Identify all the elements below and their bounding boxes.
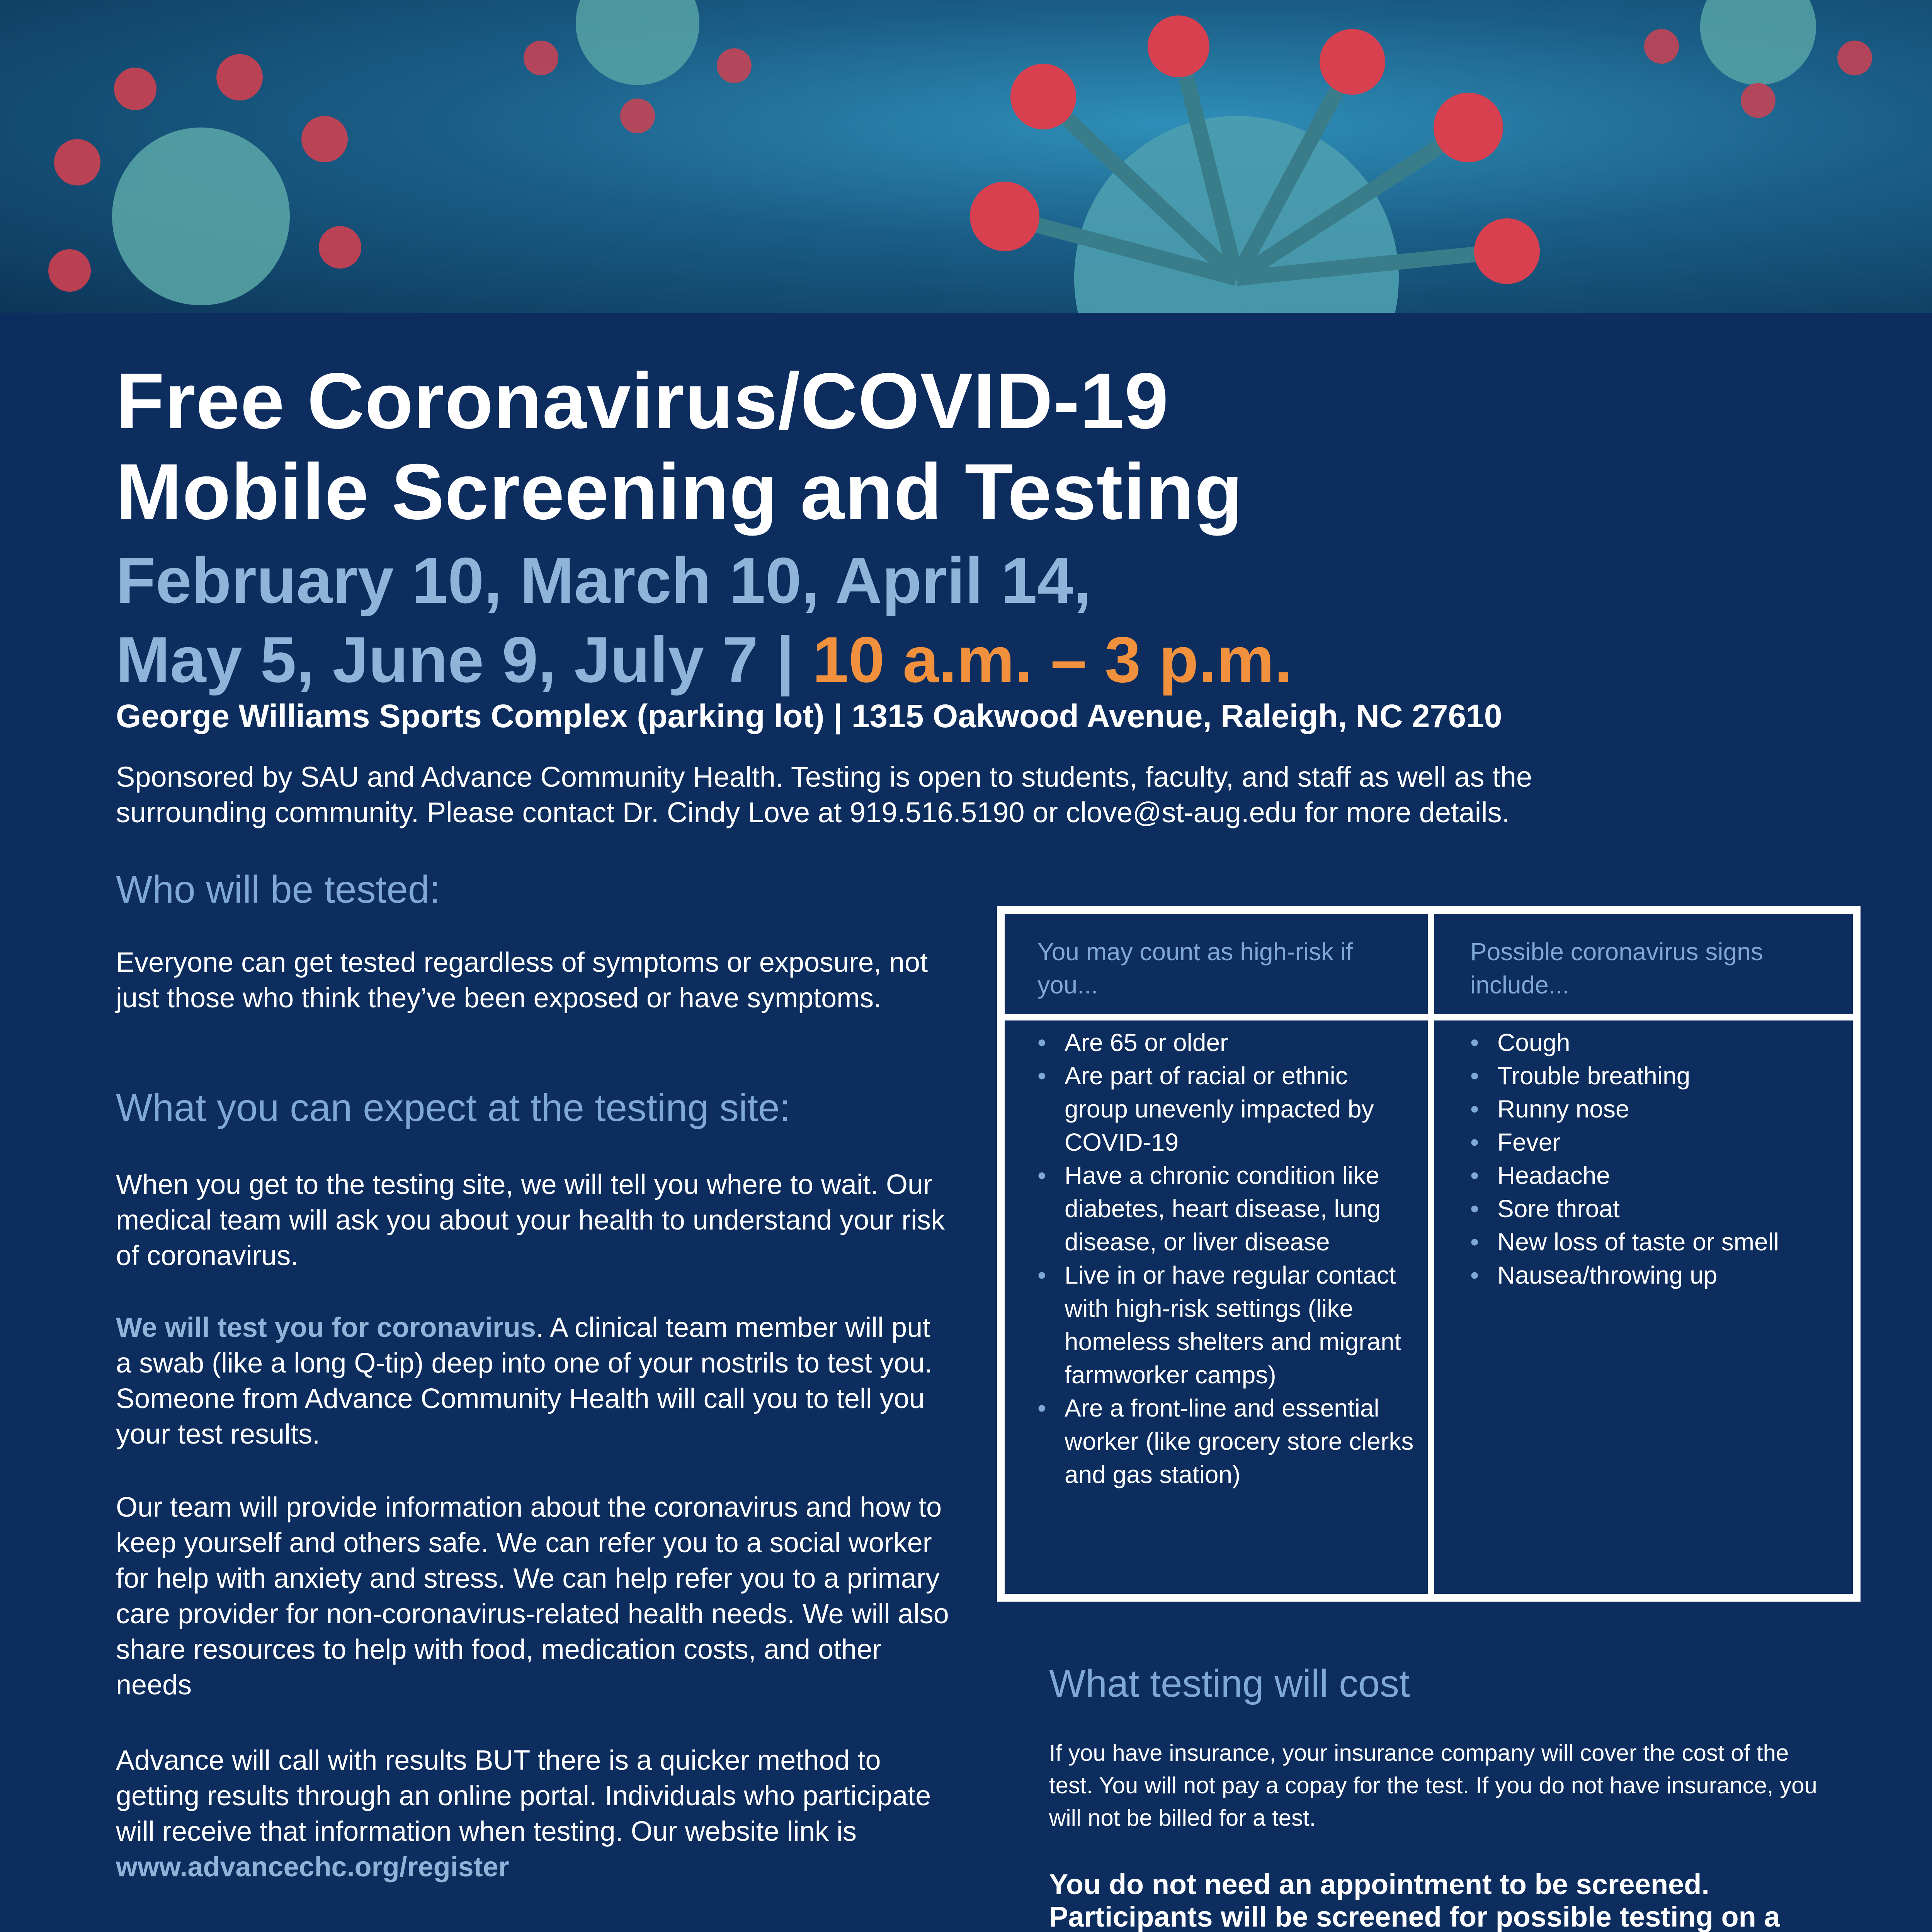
list-item: • Cough [1463,1026,1830,1059]
list-item: • Fever [1463,1126,1830,1159]
list-item: • Live in or have regular contact with high-risk settings (like homeless shelters and migrant farmworker camps) [1030,1259,1416,1391]
location: George Williams Sports Complex (parking lot) | 1315 Oakwood Avenue, Raleigh, NC 27610 [116,698,1502,734]
expect-paragraph-2 [116,1310,939,1452]
list-item: • Headache [1463,1159,1830,1192]
expect-paragraph-4-text: Advance will call with results BUT there is a quicker method to getting results through an online portal. Individuals who participate will receive that information when testing. Our website link is [116,1745,931,1847]
virus-banner-image [0,0,1932,313]
list-item: • New loss of taste or smell [1463,1225,1830,1259]
expect-paragraph-1: When you get to the testing site, we will tell you where to wait. Our medical team will ask you about your health to understand your risk of coronavirus. [116,1169,945,1271]
register-link[interactable]: www.advancechc.org/register [116,1852,509,1883]
expect-heading: What you can expect at the testing site: [116,1086,791,1129]
list-item: • Trouble breathing [1463,1059,1830,1092]
expect-paragraph-3: Our team will provide information about the coronavirus and how to keep yourself and others safe. We can refer you to a social worker for help with anxiety and stress. We can help refer you to a primary care provider for non-coronavirus-related health needs. We will also share resources to help with food, medication costs, and other needs [116,1492,949,1701]
virus-particle-left [48,54,361,305]
virus-particle-top [524,0,752,133]
risk-signs-table [997,906,1861,1602]
dates-text: May 5, June 9, July 7 | [116,623,813,696]
expect-paragraph-4 [116,1743,958,1885]
high-risk-list [1030,1026,1416,1491]
list-item: • Are 65 or older [1030,1026,1416,1059]
list-item: • Are a front-line and essential worker (like grocery store clerks and gas station) [1030,1391,1416,1491]
dates-line-1: February 10, March 10, April 14, [116,544,1092,617]
list-item: • Are part of racial or ethnic group unevenly impacted by COVID-19 [1030,1059,1416,1159]
appointment-text: You do not need an appointment to be screened. Participants will be screened for possible testing on a [1049,1868,1780,1932]
virus-particle-right [1644,0,1872,118]
signs-list [1463,1026,1830,1292]
expect-paragraph-2-text: . A clinical team member will put a swab (like a long Q-tip) deep into one of your nostrils to test you. Someone from Advance Community Health will call you to tell you your test results. [116,1312,933,1450]
intro-line-2: surrounding community. Please contact Dr. Cindy Love at 919.516.5190 or clove@st-aug.edu for more details. [116,796,1510,828]
list-item: • Nausea/throwing up [1463,1259,1830,1292]
test-highlight: We will test you for coronavirus [116,1312,536,1343]
list-item: • Have a chronic condition like diabetes, heart disease, lung disease, or liver disease [1030,1159,1416,1259]
table-row-divider [1005,1014,1853,1020]
dates-line-2 [116,620,1292,699]
intro-line-1: Sponsored by SAU and Advance Community Health. Testing is open to students, faculty, and staff as well as the [116,761,1532,793]
title-line-1: Free Coronavirus/COVID-19 [116,357,1169,445]
list-item: • Runny nose [1463,1092,1830,1126]
high-risk-header: You may count as high-risk if you... [1037,938,1353,999]
time-range: 10 a.m. – 3 p.m. [812,623,1293,696]
list-item: • Sore throat [1463,1192,1830,1225]
cost-heading: What testing will cost [1049,1662,1410,1705]
cost-text: If you have insurance, your insurance company will cover the cost of the test. You will not pay a copay for the test. If you do not have insurance, you will not be billed for a test. [1049,1740,1817,1831]
virus-particle-large [970,15,1540,313]
title-line-2: Mobile Screening and Testing [116,447,1243,536]
signs-header: Possible coronavirus signs include... [1470,938,1763,999]
who-heading: Who will be tested: [116,868,440,911]
who-text: Everyone can get tested regardless of symptoms or exposure, not just those who think they’ve been exposed or have symptoms. [116,947,928,1014]
